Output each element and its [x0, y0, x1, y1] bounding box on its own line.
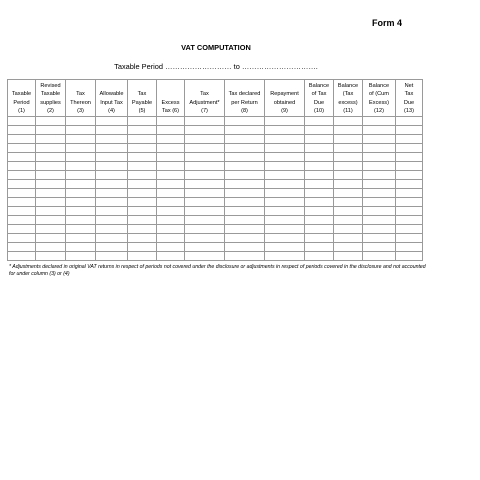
column-header-line: (7): [201, 107, 208, 114]
table-cell[interactable]: [396, 189, 423, 198]
table-cell[interactable]: [265, 207, 305, 216]
table-cell[interactable]: [36, 144, 66, 153]
table-row: [8, 252, 423, 261]
table-cell[interactable]: [36, 216, 66, 225]
table-cell[interactable]: [66, 153, 96, 162]
table-row: [8, 216, 423, 225]
table-cell[interactable]: [66, 243, 96, 252]
table-cell[interactable]: [36, 225, 66, 234]
table-cell[interactable]: [66, 180, 96, 189]
column-header-line: Period: [13, 99, 30, 106]
table-cell[interactable]: [265, 189, 305, 198]
column-header-line: (9): [281, 107, 288, 114]
table-cell[interactable]: [128, 180, 157, 189]
table-cell[interactable]: [265, 216, 305, 225]
table-cell[interactable]: [363, 225, 396, 234]
table-cell[interactable]: [96, 225, 128, 234]
table-cell[interactable]: [36, 135, 66, 144]
table-cell[interactable]: [96, 153, 128, 162]
table-cell[interactable]: [363, 117, 396, 126]
table-cell[interactable]: [96, 189, 128, 198]
table-cell[interactable]: [396, 135, 423, 144]
table-cell[interactable]: [363, 189, 396, 198]
table-cell[interactable]: [334, 252, 363, 261]
table-cell[interactable]: [185, 216, 225, 225]
table-cell[interactable]: [305, 216, 334, 225]
column-header-line: Due: [403, 99, 415, 106]
table-cell[interactable]: [305, 153, 334, 162]
column-header: [225, 80, 265, 117]
table-cell[interactable]: [363, 234, 396, 243]
table-cell[interactable]: [334, 135, 363, 144]
table-cell[interactable]: [157, 243, 185, 252]
table-cell[interactable]: [265, 252, 305, 261]
column-header-line: Revised: [40, 83, 61, 90]
table-cell[interactable]: [225, 144, 265, 153]
table-cell[interactable]: [96, 117, 128, 126]
table-cell[interactable]: [225, 225, 265, 234]
table-cell[interactable]: [305, 243, 334, 252]
table-cell[interactable]: [334, 189, 363, 198]
table-cell[interactable]: [157, 180, 185, 189]
table-cell[interactable]: [396, 198, 423, 207]
column-header-line: Balance: [368, 83, 390, 90]
column-header-line: Adjustment*: [189, 99, 220, 106]
column-header-line: Tax: [404, 91, 414, 98]
table-cell[interactable]: [128, 117, 157, 126]
table-row: [8, 234, 423, 243]
table-cell[interactable]: [66, 252, 96, 261]
table-cell[interactable]: [157, 216, 185, 225]
column-header-line: of (Cum: [369, 91, 389, 98]
table-cell[interactable]: [185, 171, 225, 180]
table-cell[interactable]: [96, 216, 128, 225]
table-row: [8, 135, 423, 144]
table-cell[interactable]: [8, 189, 36, 198]
table-cell[interactable]: [66, 162, 96, 171]
table-cell[interactable]: [305, 198, 334, 207]
table-cell[interactable]: [157, 234, 185, 243]
column-header: [396, 80, 423, 117]
table-cell[interactable]: [8, 171, 36, 180]
table-cell[interactable]: [305, 126, 334, 135]
table-cell[interactable]: [157, 225, 185, 234]
table-cell[interactable]: [396, 117, 423, 126]
table-cell[interactable]: [157, 153, 185, 162]
table-cell[interactable]: [128, 189, 157, 198]
column-header-line: Balance: [308, 83, 330, 90]
form-number: Form 4: [372, 18, 403, 28]
column-header-line: Thereon: [70, 99, 91, 106]
table-cell[interactable]: [66, 207, 96, 216]
table-cell[interactable]: [36, 243, 66, 252]
table-body: [8, 117, 423, 261]
table-cell[interactable]: [396, 243, 423, 252]
table-cell[interactable]: [96, 135, 128, 144]
table-cell[interactable]: [305, 252, 334, 261]
table-cell[interactable]: [66, 126, 96, 135]
table-cell[interactable]: [396, 153, 423, 162]
table-cell[interactable]: [334, 207, 363, 216]
column-header: [185, 80, 225, 117]
table-cell[interactable]: [334, 216, 363, 225]
column-header: [334, 80, 363, 117]
table-cell[interactable]: [96, 234, 128, 243]
column-header-line: Input Tax: [100, 99, 123, 106]
column-header-line: Excess): [369, 99, 389, 106]
table-cell[interactable]: [334, 144, 363, 153]
table-cell[interactable]: [225, 162, 265, 171]
table-cell[interactable]: [128, 144, 157, 153]
table-cell[interactable]: [305, 117, 334, 126]
table-cell[interactable]: [265, 126, 305, 135]
table-cell[interactable]: [305, 144, 334, 153]
column-header-line: Tax declared: [228, 91, 261, 98]
table-cell[interactable]: [36, 126, 66, 135]
vat-computation-table: [7, 79, 423, 261]
column-header-line: Excess: [161, 99, 180, 106]
column-header-line: (Tax: [342, 91, 354, 98]
table-cell[interactable]: [225, 216, 265, 225]
table-cell[interactable]: [96, 198, 128, 207]
table-cell[interactable]: [363, 135, 396, 144]
footnote: * Adjustments declared in original VAT returns in respect of periods not covered under the disclosure or adjustments in respect of periods covered in the disclosure and not accounted for under column (3) or (4): [9, 264, 426, 278]
column-header-line: Allowable: [99, 91, 124, 98]
table-cell[interactable]: [363, 153, 396, 162]
column-header-line: excess): [338, 99, 358, 106]
column-header-line: (1): [18, 107, 25, 114]
table-cell[interactable]: [265, 153, 305, 162]
table-cell[interactable]: [265, 243, 305, 252]
table-header-row: [8, 80, 423, 117]
table-cell[interactable]: [265, 171, 305, 180]
table-cell[interactable]: [265, 198, 305, 207]
table-cell[interactable]: [96, 252, 128, 261]
table-cell[interactable]: [8, 135, 36, 144]
table-cell[interactable]: [225, 252, 265, 261]
table-cell[interactable]: [96, 162, 128, 171]
form-title: VAT COMPUTATION: [181, 43, 251, 52]
column-header: [96, 80, 128, 117]
table-cell[interactable]: [128, 234, 157, 243]
column-header-line: (12): [374, 107, 384, 114]
column-header-line: Tax (6): [161, 107, 180, 114]
table-cell[interactable]: [36, 117, 66, 126]
column-header: [363, 80, 396, 117]
table-row: [8, 144, 423, 153]
table-cell[interactable]: [36, 252, 66, 261]
column-header-line: of Tax: [311, 91, 327, 98]
table-cell[interactable]: [396, 144, 423, 153]
table-cell[interactable]: [185, 234, 225, 243]
table-cell[interactable]: [334, 180, 363, 189]
table-cell[interactable]: [185, 189, 225, 198]
table-cell[interactable]: [305, 207, 334, 216]
table-cell[interactable]: [36, 171, 66, 180]
column-header-line: Taxable: [40, 91, 61, 98]
table-cell[interactable]: [8, 153, 36, 162]
table-cell[interactable]: [128, 243, 157, 252]
column-header-line: Payable: [131, 99, 153, 106]
table-cell[interactable]: [305, 189, 334, 198]
table-cell[interactable]: [225, 126, 265, 135]
table-cell[interactable]: [185, 252, 225, 261]
table-cell[interactable]: [128, 207, 157, 216]
table-row: [8, 207, 423, 216]
table-cell[interactable]: [396, 225, 423, 234]
table-cell[interactable]: [396, 216, 423, 225]
table-cell[interactable]: [363, 243, 396, 252]
table-cell[interactable]: [157, 117, 185, 126]
table-cell[interactable]: [225, 234, 265, 243]
table-cell[interactable]: [66, 144, 96, 153]
table-cell[interactable]: [334, 234, 363, 243]
table-row: [8, 126, 423, 135]
table-cell[interactable]: [128, 162, 157, 171]
table-cell[interactable]: [225, 180, 265, 189]
column-header-line: (3): [77, 107, 84, 114]
table-cell[interactable]: [157, 162, 185, 171]
table-cell[interactable]: [185, 162, 225, 171]
table-cell[interactable]: [305, 225, 334, 234]
table-cell[interactable]: [185, 180, 225, 189]
table-cell[interactable]: [363, 144, 396, 153]
column-header: [66, 80, 96, 117]
table-cell[interactable]: [157, 144, 185, 153]
table-cell[interactable]: [334, 126, 363, 135]
column-header-line: Repayment: [270, 91, 299, 98]
table-cell[interactable]: [225, 171, 265, 180]
table-cell[interactable]: [334, 225, 363, 234]
column-header-line: obtained: [273, 99, 296, 106]
table-cell[interactable]: [157, 207, 185, 216]
column-header-line: Tax: [76, 91, 85, 98]
table-cell[interactable]: [305, 180, 334, 189]
table-cell[interactable]: [185, 243, 225, 252]
table-cell[interactable]: [36, 189, 66, 198]
table-cell[interactable]: [363, 252, 396, 261]
column-header: [157, 80, 185, 117]
table-cell[interactable]: [66, 189, 96, 198]
table-cell[interactable]: [8, 180, 36, 189]
table-cell[interactable]: [305, 162, 334, 171]
table-cell[interactable]: [96, 144, 128, 153]
table-cell[interactable]: [225, 243, 265, 252]
table-cell[interactable]: [66, 216, 96, 225]
column-header: [128, 80, 157, 117]
table-cell[interactable]: [8, 144, 36, 153]
table-row: [8, 225, 423, 234]
table-cell[interactable]: [96, 171, 128, 180]
table-cell[interactable]: [96, 243, 128, 252]
table-cell[interactable]: [8, 252, 36, 261]
table-cell[interactable]: [8, 162, 36, 171]
table-cell[interactable]: [157, 135, 185, 144]
table-row: [8, 180, 423, 189]
table-cell[interactable]: [334, 171, 363, 180]
table-cell[interactable]: [128, 252, 157, 261]
table-row: [8, 189, 423, 198]
taxable-period-line: Taxable Period ……………………… to ………………………….: [114, 62, 318, 71]
table-cell[interactable]: [185, 126, 225, 135]
table-cell[interactable]: [185, 153, 225, 162]
column-header: [8, 80, 36, 117]
table-cell[interactable]: [363, 126, 396, 135]
table-cell[interactable]: [8, 198, 36, 207]
table-row: [8, 243, 423, 252]
table-cell[interactable]: [363, 198, 396, 207]
table-cell[interactable]: [265, 162, 305, 171]
table-cell[interactable]: [157, 252, 185, 261]
table-cell[interactable]: [396, 207, 423, 216]
table-cell[interactable]: [8, 216, 36, 225]
table-cell[interactable]: [396, 171, 423, 180]
table-cell[interactable]: [128, 198, 157, 207]
table-cell[interactable]: [36, 234, 66, 243]
table-cell[interactable]: [265, 117, 305, 126]
column-header-line: (8): [241, 107, 248, 114]
table-cell[interactable]: [185, 225, 225, 234]
table-cell[interactable]: [185, 207, 225, 216]
table-cell[interactable]: [396, 162, 423, 171]
column-header-line: per Return: [231, 99, 258, 106]
table-cell[interactable]: [225, 207, 265, 216]
table-cell[interactable]: [225, 189, 265, 198]
column-header-line: Tax: [137, 91, 147, 98]
table-cell[interactable]: [157, 198, 185, 207]
table-cell[interactable]: [363, 180, 396, 189]
table-cell[interactable]: [157, 126, 185, 135]
table-cell[interactable]: [36, 207, 66, 216]
table-row: [8, 162, 423, 171]
table-cell[interactable]: [185, 144, 225, 153]
table-cell[interactable]: [265, 225, 305, 234]
table-cell[interactable]: [225, 135, 265, 144]
table-cell[interactable]: [363, 162, 396, 171]
table-cell[interactable]: [96, 126, 128, 135]
table-cell[interactable]: [8, 117, 36, 126]
column-header-line: Tax: [200, 91, 209, 98]
table-cell[interactable]: [157, 171, 185, 180]
column-header-line: (4): [108, 107, 115, 114]
table-cell[interactable]: [8, 243, 36, 252]
table-cell[interactable]: [363, 207, 396, 216]
table-cell[interactable]: [185, 135, 225, 144]
table-cell[interactable]: [36, 162, 66, 171]
table-cell[interactable]: [96, 180, 128, 189]
table-cell[interactable]: [128, 135, 157, 144]
table-cell[interactable]: [265, 135, 305, 144]
table-cell[interactable]: [66, 117, 96, 126]
table-cell[interactable]: [128, 153, 157, 162]
table-cell[interactable]: [334, 243, 363, 252]
table-cell[interactable]: [8, 207, 36, 216]
table-cell[interactable]: [396, 180, 423, 189]
table-cell[interactable]: [225, 117, 265, 126]
column-header-line: supplies: [40, 99, 61, 106]
column-header-line: Net: [404, 83, 414, 90]
column-header-line: (13): [404, 107, 414, 114]
column-header-line: Taxable: [11, 91, 32, 98]
table-cell[interactable]: [363, 171, 396, 180]
table-row: [8, 198, 423, 207]
table-cell[interactable]: [334, 198, 363, 207]
column-header-line: (2): [47, 107, 54, 114]
table-cell[interactable]: [36, 153, 66, 162]
table-cell[interactable]: [128, 126, 157, 135]
table-cell[interactable]: [36, 198, 66, 207]
column-header-line: (5): [138, 107, 146, 114]
table-cell[interactable]: [66, 225, 96, 234]
table-cell[interactable]: [265, 234, 305, 243]
table-cell[interactable]: [66, 198, 96, 207]
table-cell[interactable]: [334, 117, 363, 126]
table-cell[interactable]: [225, 153, 265, 162]
table-cell[interactable]: [305, 171, 334, 180]
table-cell[interactable]: [8, 126, 36, 135]
table-row: [8, 117, 423, 126]
column-header: [36, 80, 66, 117]
column-header: [305, 80, 334, 117]
table-cell[interactable]: [66, 234, 96, 243]
table-cell[interactable]: [265, 144, 305, 153]
table-row: [8, 171, 423, 180]
table-cell[interactable]: [334, 153, 363, 162]
table-cell[interactable]: [305, 234, 334, 243]
column-header-line: (11): [343, 107, 353, 114]
table-cell[interactable]: [157, 189, 185, 198]
table-cell[interactable]: [305, 135, 334, 144]
table-cell[interactable]: [396, 126, 423, 135]
table-cell[interactable]: [8, 225, 36, 234]
column-header-line: Balance: [337, 83, 359, 90]
table-cell[interactable]: [128, 216, 157, 225]
column-header: [265, 80, 305, 117]
table-cell[interactable]: [334, 162, 363, 171]
table-cell[interactable]: [225, 198, 265, 207]
table-cell[interactable]: [66, 171, 96, 180]
table-cell[interactable]: [185, 117, 225, 126]
table-cell[interactable]: [265, 180, 305, 189]
table-cell[interactable]: [96, 207, 128, 216]
table-cell[interactable]: [8, 234, 36, 243]
table-cell[interactable]: [185, 198, 225, 207]
table-cell[interactable]: [396, 252, 423, 261]
table-cell[interactable]: [36, 180, 66, 189]
table-cell[interactable]: [66, 135, 96, 144]
table-row: [8, 153, 423, 162]
table-cell[interactable]: [396, 234, 423, 243]
column-header-line: (10): [314, 107, 324, 114]
table-cell[interactable]: [363, 216, 396, 225]
table-cell[interactable]: [128, 225, 157, 234]
column-header-line: Due: [313, 99, 325, 106]
table-cell[interactable]: [128, 171, 157, 180]
